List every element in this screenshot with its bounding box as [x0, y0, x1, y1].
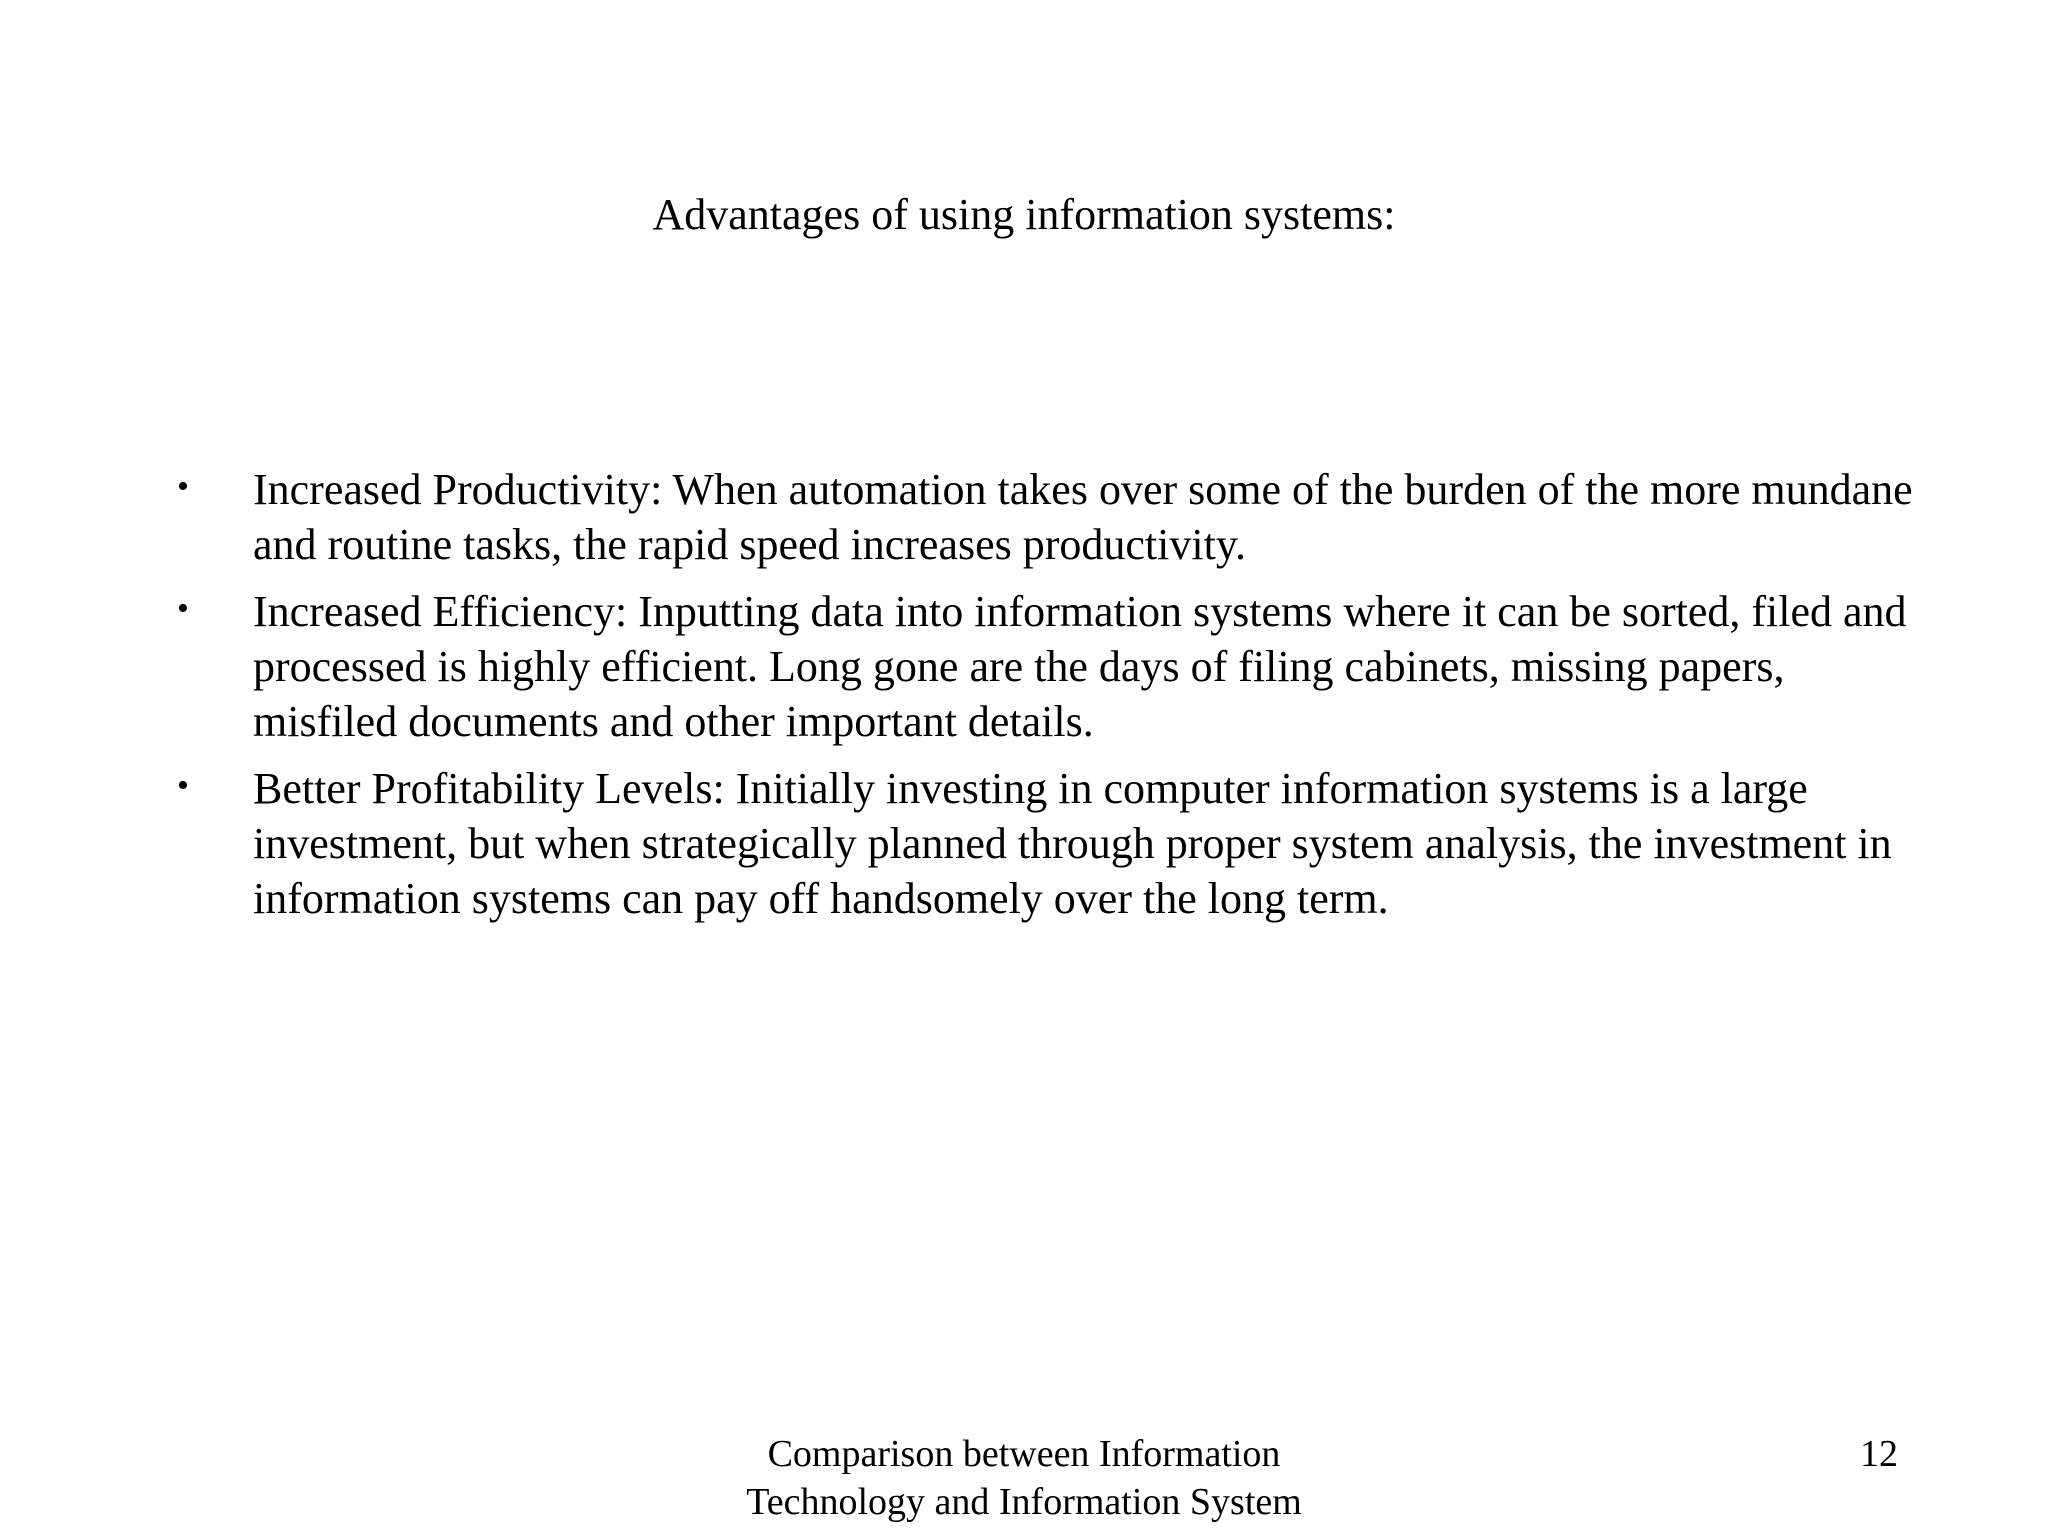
- bullet-text: Better Profitability Levels: Initially investing in computer information systems is a large investment, but when strategically planned through proper system analysis, the investment in information systems can pay off handsomely over the long term.: [253, 764, 1892, 923]
- bullet-icon: •: [177, 468, 189, 505]
- bullet-item: [175, 462, 1915, 572]
- bullet-icon: •: [177, 767, 189, 804]
- bullet-item: [175, 761, 1915, 926]
- footer-line-1: Comparison between Information: [767, 1433, 1281, 1475]
- slide-footer: [624, 1430, 1424, 1526]
- bullet-item: [175, 584, 1915, 749]
- bullet-text: Increased Efficiency: Inputting data into information systems where it can be sorted, filed and processed is highly efficient. Long gone are the days of filing cabinets, missing papers, misfiled documents and other important details.: [253, 587, 1907, 746]
- bullet-icon: •: [177, 590, 189, 627]
- bullet-text: Increased Productivity: When automation takes over some of the burden of the more mundane and routine tasks, the rapid speed increases productivity.: [253, 465, 1913, 569]
- footer-line-2: Technology and Information System: [746, 1481, 1302, 1523]
- bullet-list: [175, 462, 1915, 938]
- slide-title: Advantages of using information systems:: [652, 190, 1396, 239]
- page-number: 12: [1860, 1433, 1898, 1475]
